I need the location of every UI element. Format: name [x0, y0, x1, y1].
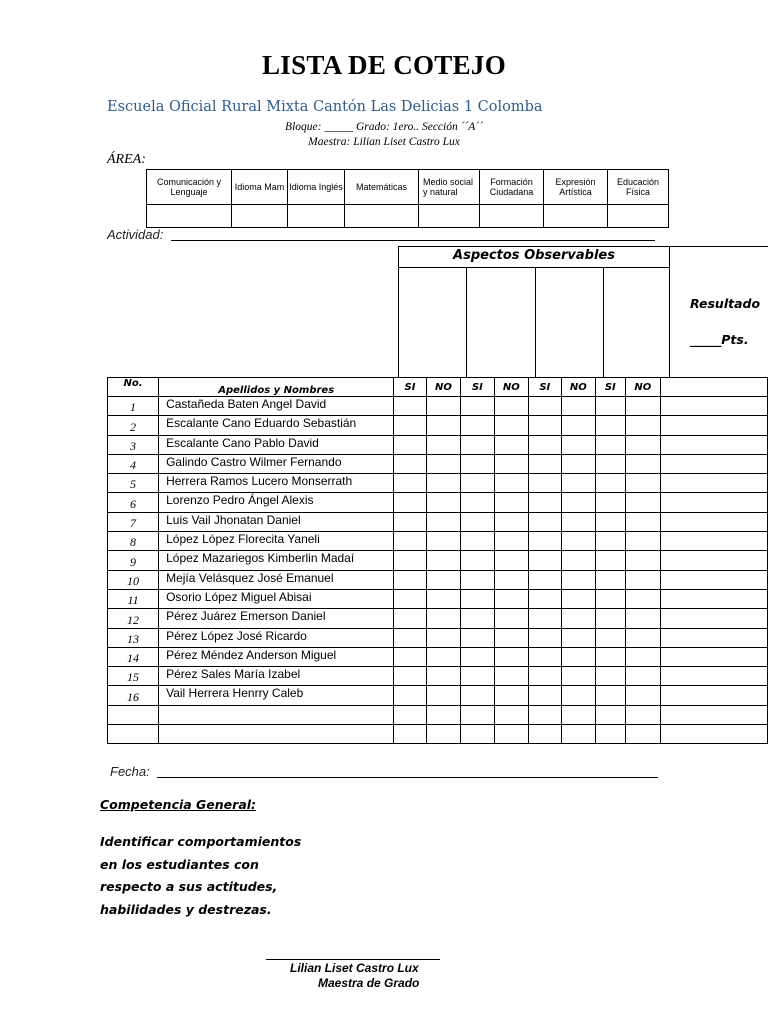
check-cell[interactable]	[426, 725, 461, 744]
resultado-cell[interactable]	[661, 474, 768, 493]
check-cell[interactable]	[494, 686, 529, 705]
row-number: 1	[108, 397, 159, 416]
row-number: 16	[108, 686, 159, 705]
check-cell[interactable]	[461, 647, 494, 666]
table-row	[108, 532, 768, 551]
area-formacion: Formación Ciudadana	[480, 170, 544, 205]
check-cell[interactable]	[529, 454, 561, 473]
competencia-text: Identificar comportamientos en los estudiantes con respecto a sus actitudes, habilidades y destrezas.	[100, 834, 302, 917]
check-cell[interactable]	[625, 628, 660, 647]
student-name: Lorenzo Pedro Ángel Alexis	[159, 493, 394, 512]
check-cell[interactable]	[625, 705, 660, 724]
check-cell[interactable]	[596, 647, 625, 666]
check-cell[interactable]	[561, 474, 596, 493]
check-cell[interactable]	[561, 435, 596, 454]
student-name: Osorio López Miguel Abisai	[159, 589, 394, 608]
resultado-cell[interactable]	[661, 397, 768, 416]
check-cell[interactable]	[561, 628, 596, 647]
resultado-cell[interactable]	[661, 609, 768, 628]
check-cell[interactable]	[596, 435, 625, 454]
check-cell[interactable]	[561, 570, 596, 589]
check-cell[interactable]	[596, 705, 625, 724]
check-cell[interactable]	[561, 667, 596, 686]
check-cell[interactable]	[426, 647, 461, 666]
check-cell[interactable]	[529, 686, 561, 705]
check-cell[interactable]	[394, 609, 426, 628]
student-name: Galindo Castro Wilmer Fernando	[159, 454, 394, 473]
area-cell[interactable]	[232, 205, 288, 228]
resultado-cell[interactable]	[661, 705, 768, 724]
resultado-cell[interactable]	[661, 667, 768, 686]
table-row	[108, 474, 768, 493]
check-cell[interactable]	[494, 512, 529, 531]
col-si: SI	[394, 378, 426, 397]
check-cell[interactable]	[529, 532, 561, 551]
table-row	[108, 589, 768, 608]
check-cell[interactable]	[426, 493, 461, 512]
check-cell[interactable]	[596, 589, 625, 608]
area-expresion: Expresión Artística	[544, 170, 608, 205]
area-cell[interactable]	[544, 205, 608, 228]
row-number: 13	[108, 628, 159, 647]
check-cell[interactable]	[426, 570, 461, 589]
signature-role: Maestra de Grado	[318, 976, 420, 990]
check-cell[interactable]	[529, 628, 561, 647]
check-cell[interactable]	[494, 705, 529, 724]
row-number: 11	[108, 589, 159, 608]
area-cell[interactable]	[345, 205, 419, 228]
check-cell[interactable]	[625, 416, 660, 435]
resultado-cell[interactable]	[661, 725, 768, 744]
resultado-cell[interactable]	[661, 570, 768, 589]
check-cell[interactable]	[426, 512, 461, 531]
check-cell[interactable]	[625, 397, 660, 416]
check-cell[interactable]	[529, 512, 561, 531]
col-no-answer: NO	[494, 378, 529, 397]
student-name: Escalante Cano Eduardo Sebastián	[159, 416, 394, 435]
resultado-cell[interactable]	[661, 493, 768, 512]
row-number: 12	[108, 609, 159, 628]
resultado-cell[interactable]	[661, 551, 768, 570]
check-cell[interactable]	[561, 647, 596, 666]
check-cell[interactable]	[394, 570, 426, 589]
check-cell[interactable]	[596, 454, 625, 473]
row-number: 9	[108, 551, 159, 570]
col-si: SI	[461, 378, 494, 397]
check-cell[interactable]	[561, 686, 596, 705]
aspectos-box	[398, 246, 670, 378]
student-name: Pérez Méndez Anderson Miguel	[159, 647, 394, 666]
check-cell[interactable]	[529, 589, 561, 608]
student-name: Mejía Velásquez José Emanuel	[159, 570, 394, 589]
check-cell[interactable]	[426, 628, 461, 647]
check-cell[interactable]	[394, 532, 426, 551]
check-cell[interactable]	[461, 667, 494, 686]
student-name: Escalante Cano Pablo David	[159, 435, 394, 454]
check-cell[interactable]	[494, 609, 529, 628]
resultado-cell[interactable]	[661, 628, 768, 647]
resultado-cell[interactable]	[661, 686, 768, 705]
check-cell[interactable]	[625, 435, 660, 454]
check-cell[interactable]	[596, 532, 625, 551]
check-cell[interactable]	[494, 474, 529, 493]
check-cell[interactable]	[596, 686, 625, 705]
student-name: Pérez Sales María Izabel	[159, 667, 394, 686]
check-cell[interactable]	[426, 416, 461, 435]
check-cell[interactable]	[426, 667, 461, 686]
check-cell[interactable]	[461, 416, 494, 435]
area-cell[interactable]	[147, 205, 232, 228]
table-row	[108, 512, 768, 531]
table-row	[108, 454, 768, 473]
student-name: Castañeda Baten Angel David	[159, 397, 394, 416]
actividad-line[interactable]	[171, 240, 655, 241]
check-cell[interactable]	[625, 667, 660, 686]
check-cell[interactable]	[529, 435, 561, 454]
check-cell[interactable]	[426, 609, 461, 628]
area-idioma-mam: Idioma Mam	[232, 170, 288, 205]
check-cell[interactable]	[561, 609, 596, 628]
row-number	[108, 705, 159, 724]
check-cell[interactable]	[596, 474, 625, 493]
check-cell[interactable]	[561, 705, 596, 724]
check-cell[interactable]	[596, 416, 625, 435]
check-cell[interactable]	[494, 628, 529, 647]
check-cell[interactable]	[625, 647, 660, 666]
col-no-answer: NO	[561, 378, 596, 397]
row-number: 6	[108, 493, 159, 512]
area-medio-social: Medio social y natural	[419, 170, 480, 205]
student-name: López Mazariegos Kimberlin Madaí	[159, 551, 394, 570]
row-number: 15	[108, 667, 159, 686]
check-cell[interactable]	[561, 454, 596, 473]
check-cell[interactable]	[529, 570, 561, 589]
row-number: 7	[108, 512, 159, 531]
check-cell[interactable]	[394, 551, 426, 570]
area-cell[interactable]	[288, 205, 345, 228]
check-cell[interactable]	[625, 551, 660, 570]
check-cell[interactable]	[426, 551, 461, 570]
check-cell[interactable]	[625, 474, 660, 493]
aspect-col-line	[603, 267, 604, 377]
fecha-label: Fecha:	[110, 764, 150, 779]
competencia-title: Competencia General:	[100, 797, 257, 812]
check-cell[interactable]	[394, 474, 426, 493]
check-cell[interactable]	[596, 725, 625, 744]
check-cell[interactable]	[596, 570, 625, 589]
student-name: Pérez Juárez Emerson Daniel	[159, 609, 394, 628]
area-educacion-fisica: Educación Física	[608, 170, 669, 205]
signature-line	[266, 959, 440, 960]
check-cell[interactable]	[426, 589, 461, 608]
check-cell[interactable]	[625, 570, 660, 589]
row-number: 2	[108, 416, 159, 435]
check-cell[interactable]	[494, 435, 529, 454]
check-cell[interactable]	[529, 493, 561, 512]
col-no: No.	[108, 378, 159, 397]
col-no-answer: NO	[625, 378, 660, 397]
check-cell[interactable]	[561, 725, 596, 744]
check-cell[interactable]	[494, 532, 529, 551]
table-row	[108, 647, 768, 666]
check-cell[interactable]	[394, 589, 426, 608]
check-cell[interactable]	[461, 397, 494, 416]
check-cell[interactable]	[529, 474, 561, 493]
check-cell[interactable]	[426, 397, 461, 416]
check-cell[interactable]	[461, 512, 494, 531]
resultado-cell[interactable]	[661, 454, 768, 473]
row-number: 3	[108, 435, 159, 454]
check-cell[interactable]	[494, 570, 529, 589]
table-row	[108, 667, 768, 686]
check-cell[interactable]	[625, 725, 660, 744]
row-number: 4	[108, 454, 159, 473]
fecha-line[interactable]	[157, 777, 658, 778]
student-table	[107, 377, 768, 744]
aspect-col-line	[466, 267, 467, 377]
check-cell[interactable]	[426, 532, 461, 551]
aspect-col-line	[535, 267, 536, 377]
check-cell[interactable]	[461, 609, 494, 628]
check-cell[interactable]	[461, 435, 494, 454]
area-table	[146, 169, 669, 228]
check-cell[interactable]	[625, 532, 660, 551]
student-name: Pérez López José Ricardo	[159, 628, 394, 647]
student-name: Vail Herrera Henrry Caleb	[159, 686, 394, 705]
area-cell[interactable]	[608, 205, 669, 228]
col-resultado	[661, 378, 768, 397]
check-cell[interactable]	[494, 397, 529, 416]
col-si: SI	[529, 378, 561, 397]
resultado-label: Resultado	[690, 296, 761, 311]
check-cell[interactable]	[394, 493, 426, 512]
area-comunicacion: Comunicación y Lenguaje	[147, 170, 232, 205]
check-cell[interactable]	[426, 705, 461, 724]
area-label: ÁREA:	[107, 152, 146, 167]
check-cell[interactable]	[426, 454, 461, 473]
check-cell[interactable]	[561, 551, 596, 570]
col-nombres: Apellidos y Nombres	[159, 378, 394, 397]
resultado-cell[interactable]	[661, 416, 768, 435]
row-number: 10	[108, 570, 159, 589]
check-cell[interactable]	[529, 667, 561, 686]
area-idioma-ingles: Idioma Inglés	[288, 170, 345, 205]
check-cell[interactable]	[625, 589, 660, 608]
check-cell[interactable]	[426, 686, 461, 705]
check-cell[interactable]	[394, 416, 426, 435]
aspectos-title: Aspectos Observables	[453, 248, 615, 263]
table-row	[108, 609, 768, 628]
check-cell[interactable]	[561, 532, 596, 551]
check-cell[interactable]	[394, 667, 426, 686]
student-name: Herrera Ramos Lucero Monserrath	[159, 474, 394, 493]
check-cell[interactable]	[394, 512, 426, 531]
maestra-line: Maestra: Lilian Liset Castro Lux	[308, 136, 460, 148]
row-number: 5	[108, 474, 159, 493]
table-row	[108, 686, 768, 705]
check-cell[interactable]	[394, 686, 426, 705]
row-number: 8	[108, 532, 159, 551]
check-cell[interactable]	[494, 589, 529, 608]
signature-name: Lilian Liset Castro Lux	[290, 961, 419, 975]
table-row	[108, 551, 768, 570]
pts-label: _____Pts.	[690, 332, 749, 347]
check-cell[interactable]	[625, 493, 660, 512]
check-cell[interactable]	[426, 435, 461, 454]
check-cell[interactable]	[394, 705, 426, 724]
table-row	[108, 416, 768, 435]
check-cell[interactable]	[529, 725, 561, 744]
col-si: SI	[596, 378, 625, 397]
resultado-cell[interactable]	[661, 532, 768, 551]
check-cell[interactable]	[461, 570, 494, 589]
check-cell[interactable]	[596, 397, 625, 416]
check-cell[interactable]	[561, 416, 596, 435]
area-cell[interactable]	[480, 205, 544, 228]
bloque-line: Bloque: _____ Grado: 1ero.. Sección ´´A´´	[285, 121, 483, 133]
check-cell[interactable]	[561, 493, 596, 512]
check-cell[interactable]	[529, 397, 561, 416]
check-cell[interactable]	[529, 705, 561, 724]
check-cell[interactable]	[596, 609, 625, 628]
student-name: López López Florecita Yaneli	[159, 532, 394, 551]
check-cell[interactable]	[529, 416, 561, 435]
aspectos-divider	[398, 267, 670, 268]
row-number	[108, 725, 159, 744]
row-number: 14	[108, 647, 159, 666]
check-cell[interactable]	[461, 493, 494, 512]
check-cell[interactable]	[494, 493, 529, 512]
check-cell[interactable]	[596, 628, 625, 647]
check-cell[interactable]	[596, 493, 625, 512]
check-cell[interactable]	[494, 416, 529, 435]
check-cell[interactable]	[394, 647, 426, 666]
resultado-cell[interactable]	[661, 512, 768, 531]
student-name	[159, 725, 394, 744]
student-name	[159, 705, 394, 724]
school-name: Escuela Oficial Rural Mixta Cantón Las Delicias 1 Colomba	[107, 99, 543, 115]
table-row	[108, 628, 768, 647]
check-cell[interactable]	[394, 628, 426, 647]
table-row	[108, 705, 768, 724]
page-title: LISTA DE COTEJO	[261, 50, 507, 80]
table-row	[108, 397, 768, 416]
check-cell[interactable]	[529, 609, 561, 628]
check-cell[interactable]	[461, 686, 494, 705]
check-cell[interactable]	[529, 551, 561, 570]
check-cell[interactable]	[625, 609, 660, 628]
check-cell[interactable]	[596, 551, 625, 570]
check-cell[interactable]	[625, 454, 660, 473]
check-cell[interactable]	[426, 474, 461, 493]
check-cell[interactable]	[494, 725, 529, 744]
area-matematicas: Matemáticas	[345, 170, 419, 205]
resultado-top-line	[669, 246, 768, 247]
check-cell[interactable]	[561, 589, 596, 608]
resultado-cell[interactable]	[661, 589, 768, 608]
check-cell[interactable]	[561, 397, 596, 416]
check-cell[interactable]	[394, 454, 426, 473]
check-cell[interactable]	[461, 705, 494, 724]
actividad-label: Actividad:	[107, 227, 164, 242]
check-cell[interactable]	[461, 589, 494, 608]
table-row	[108, 435, 768, 454]
check-cell[interactable]	[461, 725, 494, 744]
check-cell[interactable]	[394, 435, 426, 454]
area-cell[interactable]	[419, 205, 480, 228]
check-cell[interactable]	[394, 397, 426, 416]
check-cell[interactable]	[461, 628, 494, 647]
col-no-answer: NO	[426, 378, 461, 397]
table-row	[108, 725, 768, 744]
check-cell[interactable]	[625, 512, 660, 531]
check-cell[interactable]	[494, 667, 529, 686]
check-cell[interactable]	[461, 551, 494, 570]
resultado-cell[interactable]	[661, 647, 768, 666]
check-cell[interactable]	[461, 474, 494, 493]
table-row	[108, 570, 768, 589]
check-cell[interactable]	[494, 454, 529, 473]
check-cell[interactable]	[461, 454, 494, 473]
check-cell[interactable]	[529, 647, 561, 666]
check-cell[interactable]	[394, 725, 426, 744]
check-cell[interactable]	[561, 512, 596, 531]
resultado-cell[interactable]	[661, 435, 768, 454]
check-cell[interactable]	[461, 532, 494, 551]
check-cell[interactable]	[494, 551, 529, 570]
table-row	[108, 493, 768, 512]
student-name: Luis Vail Jhonatan Daniel	[159, 512, 394, 531]
check-cell[interactable]	[596, 512, 625, 531]
check-cell[interactable]	[625, 686, 660, 705]
check-cell[interactable]	[596, 667, 625, 686]
check-cell[interactable]	[494, 647, 529, 666]
